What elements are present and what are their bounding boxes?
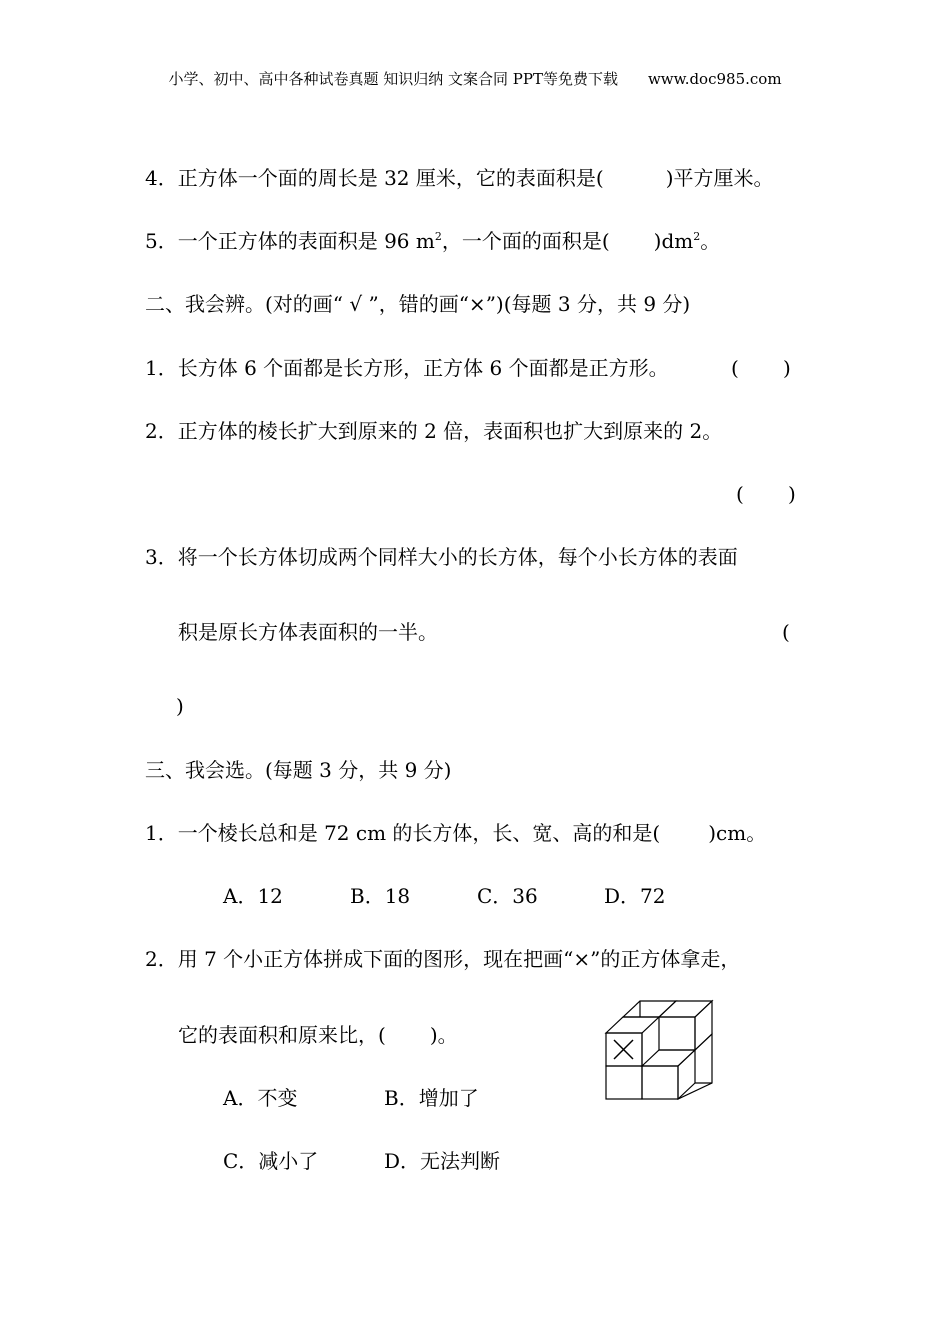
- section-2-question-2-close-paren: ): [788, 482, 796, 506]
- question-4-text: 4．正方体一个面的周长是 32 厘米，它的表面积是(: [145, 166, 604, 190]
- question-5-tail: )dm: [653, 229, 694, 253]
- option-a: A．12: [223, 884, 283, 908]
- question-5-text: 5．一个正方体的表面积是 96 m: [145, 229, 435, 253]
- cube-front-bottom-right: [642, 1066, 678, 1099]
- section-2-question-1-open-paren: (: [731, 356, 739, 380]
- section-2-question-3-close-paren: ): [176, 694, 184, 718]
- section-3-question-1: [145, 820, 766, 846]
- question-5-end: 。: [700, 229, 721, 253]
- section-3-question-2-line-2: [178, 1022, 458, 1048]
- cube-front-top-back: [659, 1017, 695, 1050]
- option-a: A．不变: [223, 1086, 298, 1110]
- question-4-tail: )平方厘米。: [665, 166, 774, 190]
- page-header: 小学、初中、高中各种试卷真题 知识归纳 文案合同 PPT等免费下载 www.doc985.com: [168, 70, 782, 88]
- section-2-question-2: 2．正方体的棱长扩大到原来的 2 倍，表面积也扩大到原来的 2。: [145, 419, 723, 443]
- question-5: [145, 228, 720, 254]
- cube-stack-figure: [600, 998, 725, 1104]
- cube-front-bottom-left: [606, 1066, 642, 1099]
- section-2-question-3-line-1: 3．将一个长方体切成两个同样大小的长方体，每个小长方体的表面: [145, 545, 738, 569]
- option-c: C．36: [477, 884, 538, 908]
- option-b: B．18: [350, 884, 411, 908]
- section-2-question-2-open-paren: (: [736, 482, 744, 506]
- section-2-title: 二、我会辨。(对的画“ √ ”，错的画“×”)(每题 3 分，共 9 分): [145, 292, 691, 316]
- option-d: D．72: [604, 884, 666, 908]
- section-2-question-3-line-2: 积是原长方体表面积的一半。: [178, 620, 438, 644]
- question-5-mid: ，一个面的面积是(: [441, 229, 610, 253]
- section-3-question-2-line-2-text: 它的表面积和原来比，(: [178, 1023, 386, 1047]
- section-2-question-3-open-paren: (: [782, 620, 790, 644]
- cube-step-top-face: [642, 1050, 695, 1066]
- section-2-question-1-close-paren: ): [783, 356, 791, 380]
- section-3-question-2-line-1: 2．用 7 个小正方体拼成下面的图形，现在把画“×”的正方体拿走，: [145, 947, 741, 971]
- section-3-title: 三、我会选。(每题 3 分，共 9 分): [145, 758, 452, 782]
- section-3-question-1-text: 1．一个棱长总和是 72 cm 的长方体，长、宽、高的和是(: [145, 821, 661, 845]
- option-b: B．增加了: [384, 1086, 479, 1110]
- question-5-sup: 2: [434, 230, 442, 243]
- section-3-question-1-tail: )cm。: [708, 821, 767, 845]
- question-5-tail-sup: 2: [693, 230, 701, 243]
- cube-top-face-left: [606, 1017, 659, 1033]
- option-d: D．无法判断: [384, 1149, 501, 1173]
- question-4: [145, 165, 774, 191]
- section-2-question-1: 1．长方体 6 个面都是长方形，正方体 6 个面都是正方形。: [145, 356, 669, 380]
- option-c: C．减小了: [223, 1149, 319, 1173]
- section-3-question-2-line-2-tail: )。: [429, 1023, 458, 1047]
